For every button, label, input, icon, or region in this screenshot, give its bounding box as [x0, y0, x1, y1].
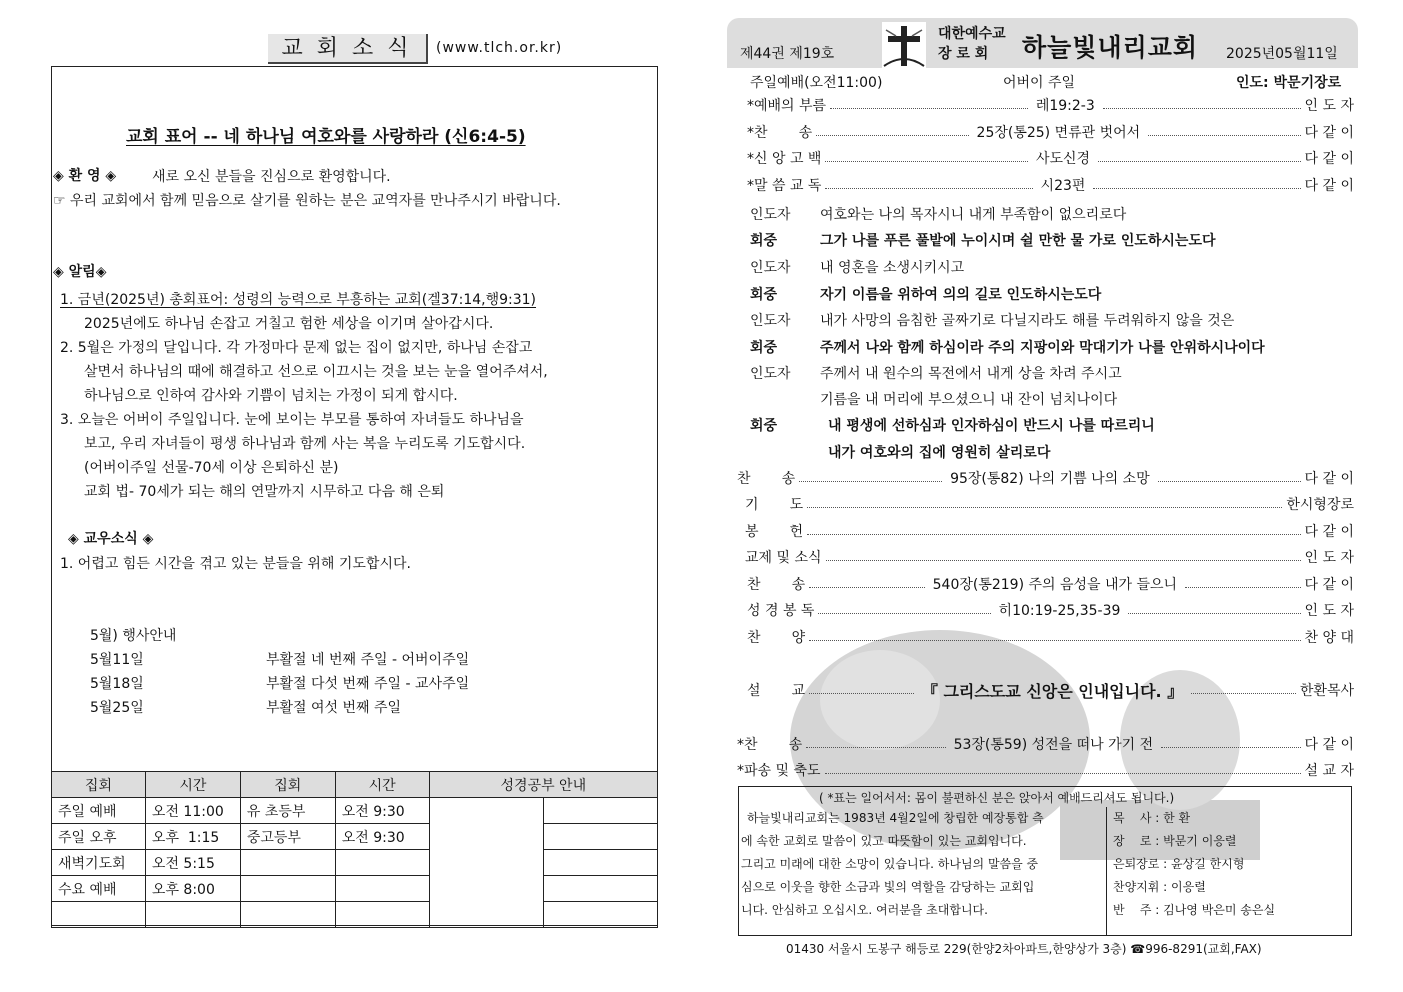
reading-speaker: 인도자 — [750, 313, 791, 329]
worship-item-name: *말 씀 교 독 — [747, 178, 822, 194]
event-date: 5월25일 — [90, 700, 144, 716]
notice-line: 살면서 하나님의 때에 해결하고 선으로 이끄시는 것을 보는 눈을 열어주셔서, — [84, 364, 548, 380]
about-section — [739, 807, 1107, 935]
worship-item-name: *예배의 부름 — [747, 98, 827, 114]
worship-item-name: 찬 양 — [747, 630, 806, 646]
bible-study-cell — [429, 798, 544, 928]
worship-item-person: 다 같 이 — [1304, 524, 1354, 540]
service-leader: 인도: 박문기장로 — [1236, 75, 1342, 91]
worship-item-person: 다 같 이 — [1304, 471, 1354, 487]
table-cell: 오전 9:30 — [335, 798, 429, 824]
worship-item-person: 찬 양 대 — [1304, 630, 1354, 646]
reading-line — [750, 442, 1050, 462]
notice-line: 2. 5월은 가정의 달입니다. 각 가정마다 문제 없는 집이 없지만, 하나님 손잡고 — [60, 340, 533, 356]
worship-item-name: 설 교 — [747, 683, 806, 699]
staff-line: 장 로 : 박문기 이응렬 — [1113, 834, 1237, 848]
members-title: ◈ 교우소식 ◈ — [68, 531, 154, 547]
table-row — [52, 824, 658, 850]
table-cell: 오전 9:30 — [335, 824, 429, 850]
church-info-box — [738, 786, 1352, 936]
about-line: 에 속한 교회로 말씀이 있고 따뜻함이 있는 교회입니다. — [741, 834, 1027, 848]
worship-item-person: 인 도 자 — [1304, 98, 1355, 114]
reading-speaker: 회중 — [750, 418, 778, 434]
bible-study-cell — [544, 876, 658, 902]
table-cell — [52, 902, 146, 928]
worship-item — [737, 546, 1354, 568]
worship-item-name: *찬 송 — [747, 125, 813, 141]
service-theme: 어버이 주일 — [1003, 75, 1076, 91]
worship-item-detail: 레19:2-3 — [1035, 98, 1095, 114]
table-cell: 주일 예배 — [52, 798, 146, 824]
table-cell — [335, 850, 429, 876]
worship-item-detail: 95장(통82) 나의 기쁨 나의 소망 — [950, 471, 1150, 487]
worship-item-person: 다 같 이 — [1304, 577, 1354, 593]
worship-item-detail: 540장(통219) 주의 음성을 내가 들으니 — [932, 577, 1178, 593]
bible-study-cell — [544, 798, 658, 824]
event-desc: 부활절 네 번째 주일 - 어버이주일 — [266, 652, 470, 668]
worship-item-person: 다 같 이 — [1304, 151, 1355, 167]
reading-text: 그가 나를 푸른 풀밭에 누이시며 쉴 만한 물 가로 인도하시는도다 — [820, 233, 1216, 249]
worship-item-detail: 53장(통59) 성전을 떠나 가기 전 — [953, 737, 1154, 753]
reading-text: 내가 여호와의 집에 영원히 살리로다 — [828, 445, 1051, 461]
worship-item-name: 성 경 봉 독 — [747, 603, 815, 619]
worship-item-name: *찬 송 — [737, 737, 803, 753]
worship-item-person: 다 같 이 — [1304, 125, 1354, 141]
reading-line — [750, 284, 1101, 304]
worship-item — [737, 493, 1354, 515]
table-cell — [145, 902, 240, 928]
worship-item — [737, 121, 1354, 143]
reading-speaker: 인도자 — [750, 260, 791, 276]
church-url[interactable]: (www.tlch.or.kr) — [436, 40, 563, 56]
service-times-table — [51, 771, 658, 928]
table-cell: 수요 예배 — [52, 876, 146, 902]
worship-item — [737, 573, 1354, 595]
worship-item-person: 한환목사 — [1299, 683, 1355, 699]
notice-line: (어버이주일 선물-70세 이상 은퇴하신 분) — [84, 460, 339, 476]
church-name: 하늘빛내리교회 — [1022, 33, 1199, 62]
reading-line — [750, 310, 1234, 330]
denomination — [938, 24, 1006, 64]
notice-line: 1. 금년(2025년) 총회표어: 성령의 능력으로 부흥하는 교회(겔37:14,행9:31) — [60, 292, 537, 308]
worship-item — [737, 626, 1354, 648]
reading-line — [750, 204, 1126, 224]
notice-line: 교회 법- 70세가 되는 해의 연말까지 시무하고 다음 해 은퇴 — [84, 484, 445, 500]
table-header-row — [52, 772, 658, 798]
worship-item-sermon — [737, 679, 1354, 701]
reading-line — [750, 389, 1117, 409]
notice-line: 하나님으로 인하여 감사와 기쁨이 넘치는 가정이 되게 합시다. — [84, 388, 458, 404]
worship-item-person: 한시형장로 — [1286, 497, 1354, 513]
reading-speaker: 회중 — [750, 287, 778, 303]
worship-item-detail: 사도신경 — [1035, 151, 1091, 167]
worship-item — [737, 599, 1354, 621]
worship-item-name: 찬 송 — [747, 577, 806, 593]
event-desc: 부활절 여섯 번째 주일 — [266, 700, 402, 716]
standing-note: ( *표는 일어서서: 몸이 불편하신 분은 앉아서 예배드리셔도 됩니다.) — [819, 791, 1175, 805]
table-cell: 새벽기도회 — [52, 850, 146, 876]
worship-item — [737, 759, 1354, 781]
table-row — [52, 798, 658, 824]
worship-item-name: 교제 및 소식 — [745, 550, 822, 566]
sermon-title: 『 그리스도교 신앙은 인내입니다. 』 — [921, 681, 1184, 701]
table-header: 성경공부 안내 — [429, 772, 657, 798]
reading-text: 내 평생에 선하심과 인자하심이 반드시 나를 따르리니 — [828, 418, 1155, 434]
events-title: 5월) 행사안내 — [90, 628, 177, 644]
worship-item — [737, 467, 1354, 489]
table-cell — [240, 876, 335, 902]
about-line: 니다. 안심하고 오십시오. 여러분을 초대합니다. — [741, 903, 988, 917]
worship-item-name: *신 앙 고 백 — [747, 151, 822, 167]
reading-line — [750, 337, 1265, 357]
reading-text: 주께서 내 원수의 목전에서 내게 상을 차려 주시고 — [820, 366, 1122, 382]
staff-line: 목 사 : 한 환 — [1113, 811, 1191, 825]
notice-line: 3. 오늘은 어버이 주일입니다. 눈에 보이는 부모를 통하여 자녀들도 하나님을 — [60, 412, 524, 428]
worship-item-name: 봉 헌 — [745, 524, 804, 540]
denomination-line: 대한예수교 — [938, 26, 1006, 42]
welcome-text: 새로 오신 분들을 진심으로 환영합니다. — [152, 169, 391, 185]
church-motto: 교회 표어 -- 네 하나님 여호와를 사랑하라 (신6:4-5) — [126, 127, 526, 147]
worship-item — [737, 733, 1354, 755]
table-cell — [335, 902, 429, 928]
notices-title: ◈ 알림◈ — [53, 264, 107, 280]
worship-item-name: *파송 및 축도 — [737, 763, 821, 779]
about-line: 심으로 이웃을 향한 소금과 빛의 역할을 감당하는 교회입 — [741, 880, 1035, 894]
notice-line: 2025년에도 하나님 손잡고 거칠고 험한 세상을 이기며 살아갑시다. — [84, 316, 494, 332]
service-name: 주일예배(오전11:00) — [750, 75, 883, 91]
worship-item-name: 기 도 — [745, 497, 804, 513]
about-line: 하늘빛내리교회는 1983년 4월2일에 창립한 예장통합 측 — [747, 811, 1044, 825]
worship-item — [737, 520, 1354, 542]
reading-speaker: 회중 — [750, 340, 778, 356]
worship-item-detail: 시23편 — [1040, 178, 1086, 194]
table-header: 시간 — [145, 772, 240, 798]
bible-study-cell — [544, 824, 658, 850]
welcome-title: ◈ 환 영 ◈ — [53, 168, 117, 184]
denomination-line: 장 로 회 — [938, 46, 989, 62]
table-row — [52, 876, 658, 902]
table-cell: 오후 1:15 — [145, 824, 240, 850]
reading-line — [750, 363, 1122, 383]
notice-line: 보고, 우리 자녀들이 평생 하나님과 함께 사는 복을 누리도록 기도합시다. — [84, 436, 526, 452]
event-desc: 부활절 다섯 번째 주일 - 교사주일 — [266, 676, 470, 692]
reading-text: 자기 이름을 위하여 의의 길로 인도하시는도다 — [820, 287, 1102, 303]
table-cell — [240, 902, 335, 928]
table-cell — [335, 876, 429, 902]
church-address: 01430 서울시 도봉구 해등로 229(한양2차아파트,한양상가 3층) ☎996-8291(교회,FAX) — [786, 942, 1262, 956]
left-page — [0, 0, 700, 992]
event-date: 5월18일 — [90, 676, 144, 692]
welcome-note: ☞ 우리 교회에서 함께 믿음으로 살기를 원하는 분은 교역자를 만나주시기 바랍니다. — [53, 193, 561, 209]
reading-text: 기름을 내 머리에 부으셨으니 내 잔이 넘치나이다 — [820, 392, 1118, 408]
reading-speaker: 인도자 — [750, 207, 791, 223]
reading-line — [750, 257, 964, 277]
bulletin-date: 2025년05월11일 — [1226, 46, 1338, 62]
worship-item-detail: 히10:19-25,35-39 — [998, 603, 1121, 619]
worship-item-person: 다 같 이 — [1304, 178, 1354, 194]
reading-speaker: 인도자 — [750, 366, 791, 382]
reading-text: 주께서 나와 함께 하심이라 주의 지팡이와 막대기가 나를 안위하시나이다 — [820, 340, 1265, 356]
members-line: 1. 어렵고 힘든 시간을 겪고 있는 분들을 위해 기도합시다. — [60, 556, 411, 572]
worship-item-person: 다 같 이 — [1304, 737, 1354, 753]
worship-item — [737, 174, 1354, 196]
reading-text: 내가 사망의 음침한 골짜기로 다닐지라도 해를 두려워하지 않을 것은 — [820, 313, 1235, 329]
staff-line: 은퇴장로 : 윤상길 한시형 — [1113, 857, 1245, 871]
table-header: 집회 — [240, 772, 335, 798]
table-header: 시간 — [335, 772, 429, 798]
table-row — [52, 850, 658, 876]
table-cell — [240, 850, 335, 876]
staff-line: 반 주 : 김나영 박은미 송은실 — [1113, 903, 1276, 917]
worship-item-person: 설 교 자 — [1304, 763, 1354, 779]
worship-item-person: 인 도 자 — [1304, 603, 1354, 619]
worship-item-name: 찬 송 — [737, 471, 796, 487]
table-cell: 오전 5:15 — [145, 850, 240, 876]
worship-item-person: 인 도 자 — [1304, 550, 1354, 566]
table-cell: 오전 11:00 — [145, 798, 240, 824]
table-cell: 오후 8:00 — [145, 876, 240, 902]
reading-text: 여호와는 나의 목자시니 내게 부족함이 없으리로다 — [820, 207, 1127, 223]
table-header: 집회 — [52, 772, 146, 798]
church-cross-logo-icon — [882, 22, 926, 68]
volume-number: 제44권 제19호 — [740, 46, 835, 62]
worship-item — [737, 94, 1354, 116]
table-row — [52, 902, 658, 928]
table-cell: 중고등부 — [240, 824, 335, 850]
event-date: 5월11일 — [90, 652, 144, 668]
news-header: 교회소식 — [268, 34, 428, 64]
bible-study-cell — [544, 902, 658, 928]
staff-line: 찬양지휘 : 이응렬 — [1113, 880, 1206, 894]
reading-line — [750, 415, 1155, 435]
table-cell: 주일 오후 — [52, 824, 146, 850]
reading-speaker: 회중 — [750, 233, 778, 249]
reading-text: 내 영혼을 소생시키시고 — [820, 260, 965, 276]
reading-line — [750, 230, 1216, 250]
worship-item-detail: 25장(통25) 면류관 벗어서 — [976, 125, 1141, 141]
bible-study-cell — [544, 850, 658, 876]
about-line: 그리고 미래에 대한 소망이 있습니다. 하나님의 말씀을 중 — [741, 857, 1039, 871]
table-cell: 유 초등부 — [240, 798, 335, 824]
worship-item — [737, 147, 1354, 169]
